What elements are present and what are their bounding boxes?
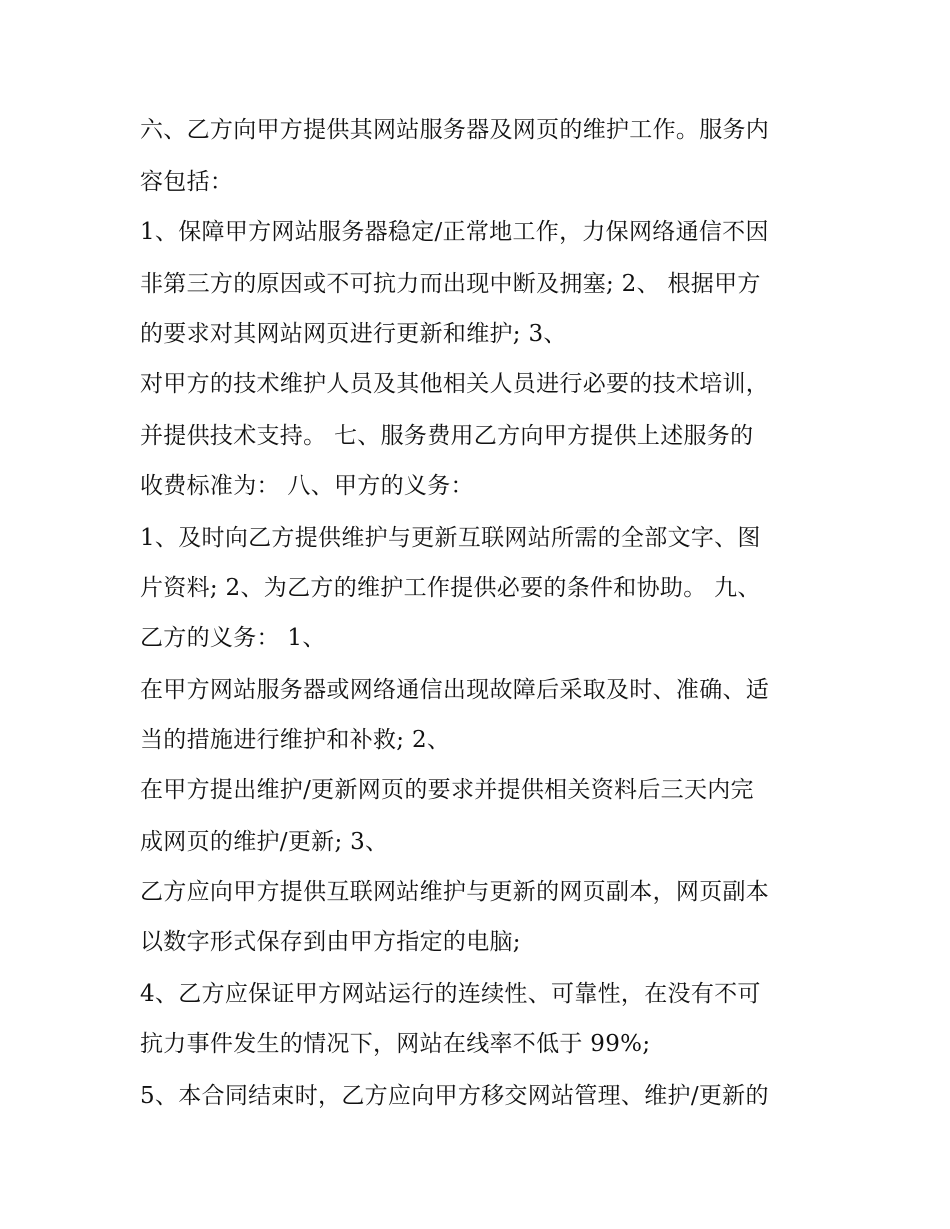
text-line-11: 乙方的义务： 1、 bbox=[140, 625, 326, 651]
text-line-4: 非第三方的原因或不可抗力而出现中断及拥塞; 2、 根据甲方 bbox=[140, 271, 761, 297]
text-line-16: 乙方应向甲方提供互联网站维护与更新的网页副本，网页副本 bbox=[140, 879, 770, 905]
text-line-8: 收费标准为： 八、甲方的义务： bbox=[140, 473, 474, 499]
text-line-19: 抗力事件发生的情况下，网站在线率不低于 99%; bbox=[140, 1031, 651, 1057]
text-line-6: 对甲方的技术维护人员及其他相关人员进行必要的技术培训， bbox=[140, 371, 770, 397]
text-line-18: 4、乙方应保证甲方网站运行的连续性、可靠性，在没有不可 bbox=[140, 981, 761, 1007]
text-line-1: 六、乙方向甲方提供其网站服务器及网页的维护工作。服务内 bbox=[140, 117, 770, 143]
text-line-9: 1、及时向乙方提供维护与更新互联网站所需的全部文字、图 bbox=[140, 525, 761, 551]
text-line-15: 成网页的维护/更新; 3、 bbox=[140, 829, 389, 855]
text-line-7: 并提供技术支持。 七、服务费用乙方向甲方提供上述服务的 bbox=[140, 423, 754, 449]
text-line-3: 1、保障甲方网站服务器稳定/正常地工作，力保网络通信不因 bbox=[140, 219, 769, 245]
text-line-17: 以数字形式保存到由甲方指定的电脑; bbox=[140, 929, 521, 955]
text-line-10: 片资料; 2、为乙方的维护工作提供必要的条件和协助。 九、 bbox=[140, 575, 761, 601]
text-line-20: 5、本合同结束时，乙方应向甲方移交网站管理、维护/更新的 bbox=[140, 1083, 769, 1109]
text-line-14: 在甲方提出维护/更新网页的要求并提供相关资料后三天内完 bbox=[140, 777, 754, 803]
text-line-12: 在甲方网站服务器或网络通信出现故障后采取及时、准确、适 bbox=[140, 677, 770, 703]
text-line-13: 当的措施进行维护和补救; 2、 bbox=[140, 727, 451, 753]
text-line-2: 容包括： bbox=[140, 169, 234, 195]
text-line-5: 的要求对其网站网页进行更新和维护; 3、 bbox=[140, 321, 567, 347]
